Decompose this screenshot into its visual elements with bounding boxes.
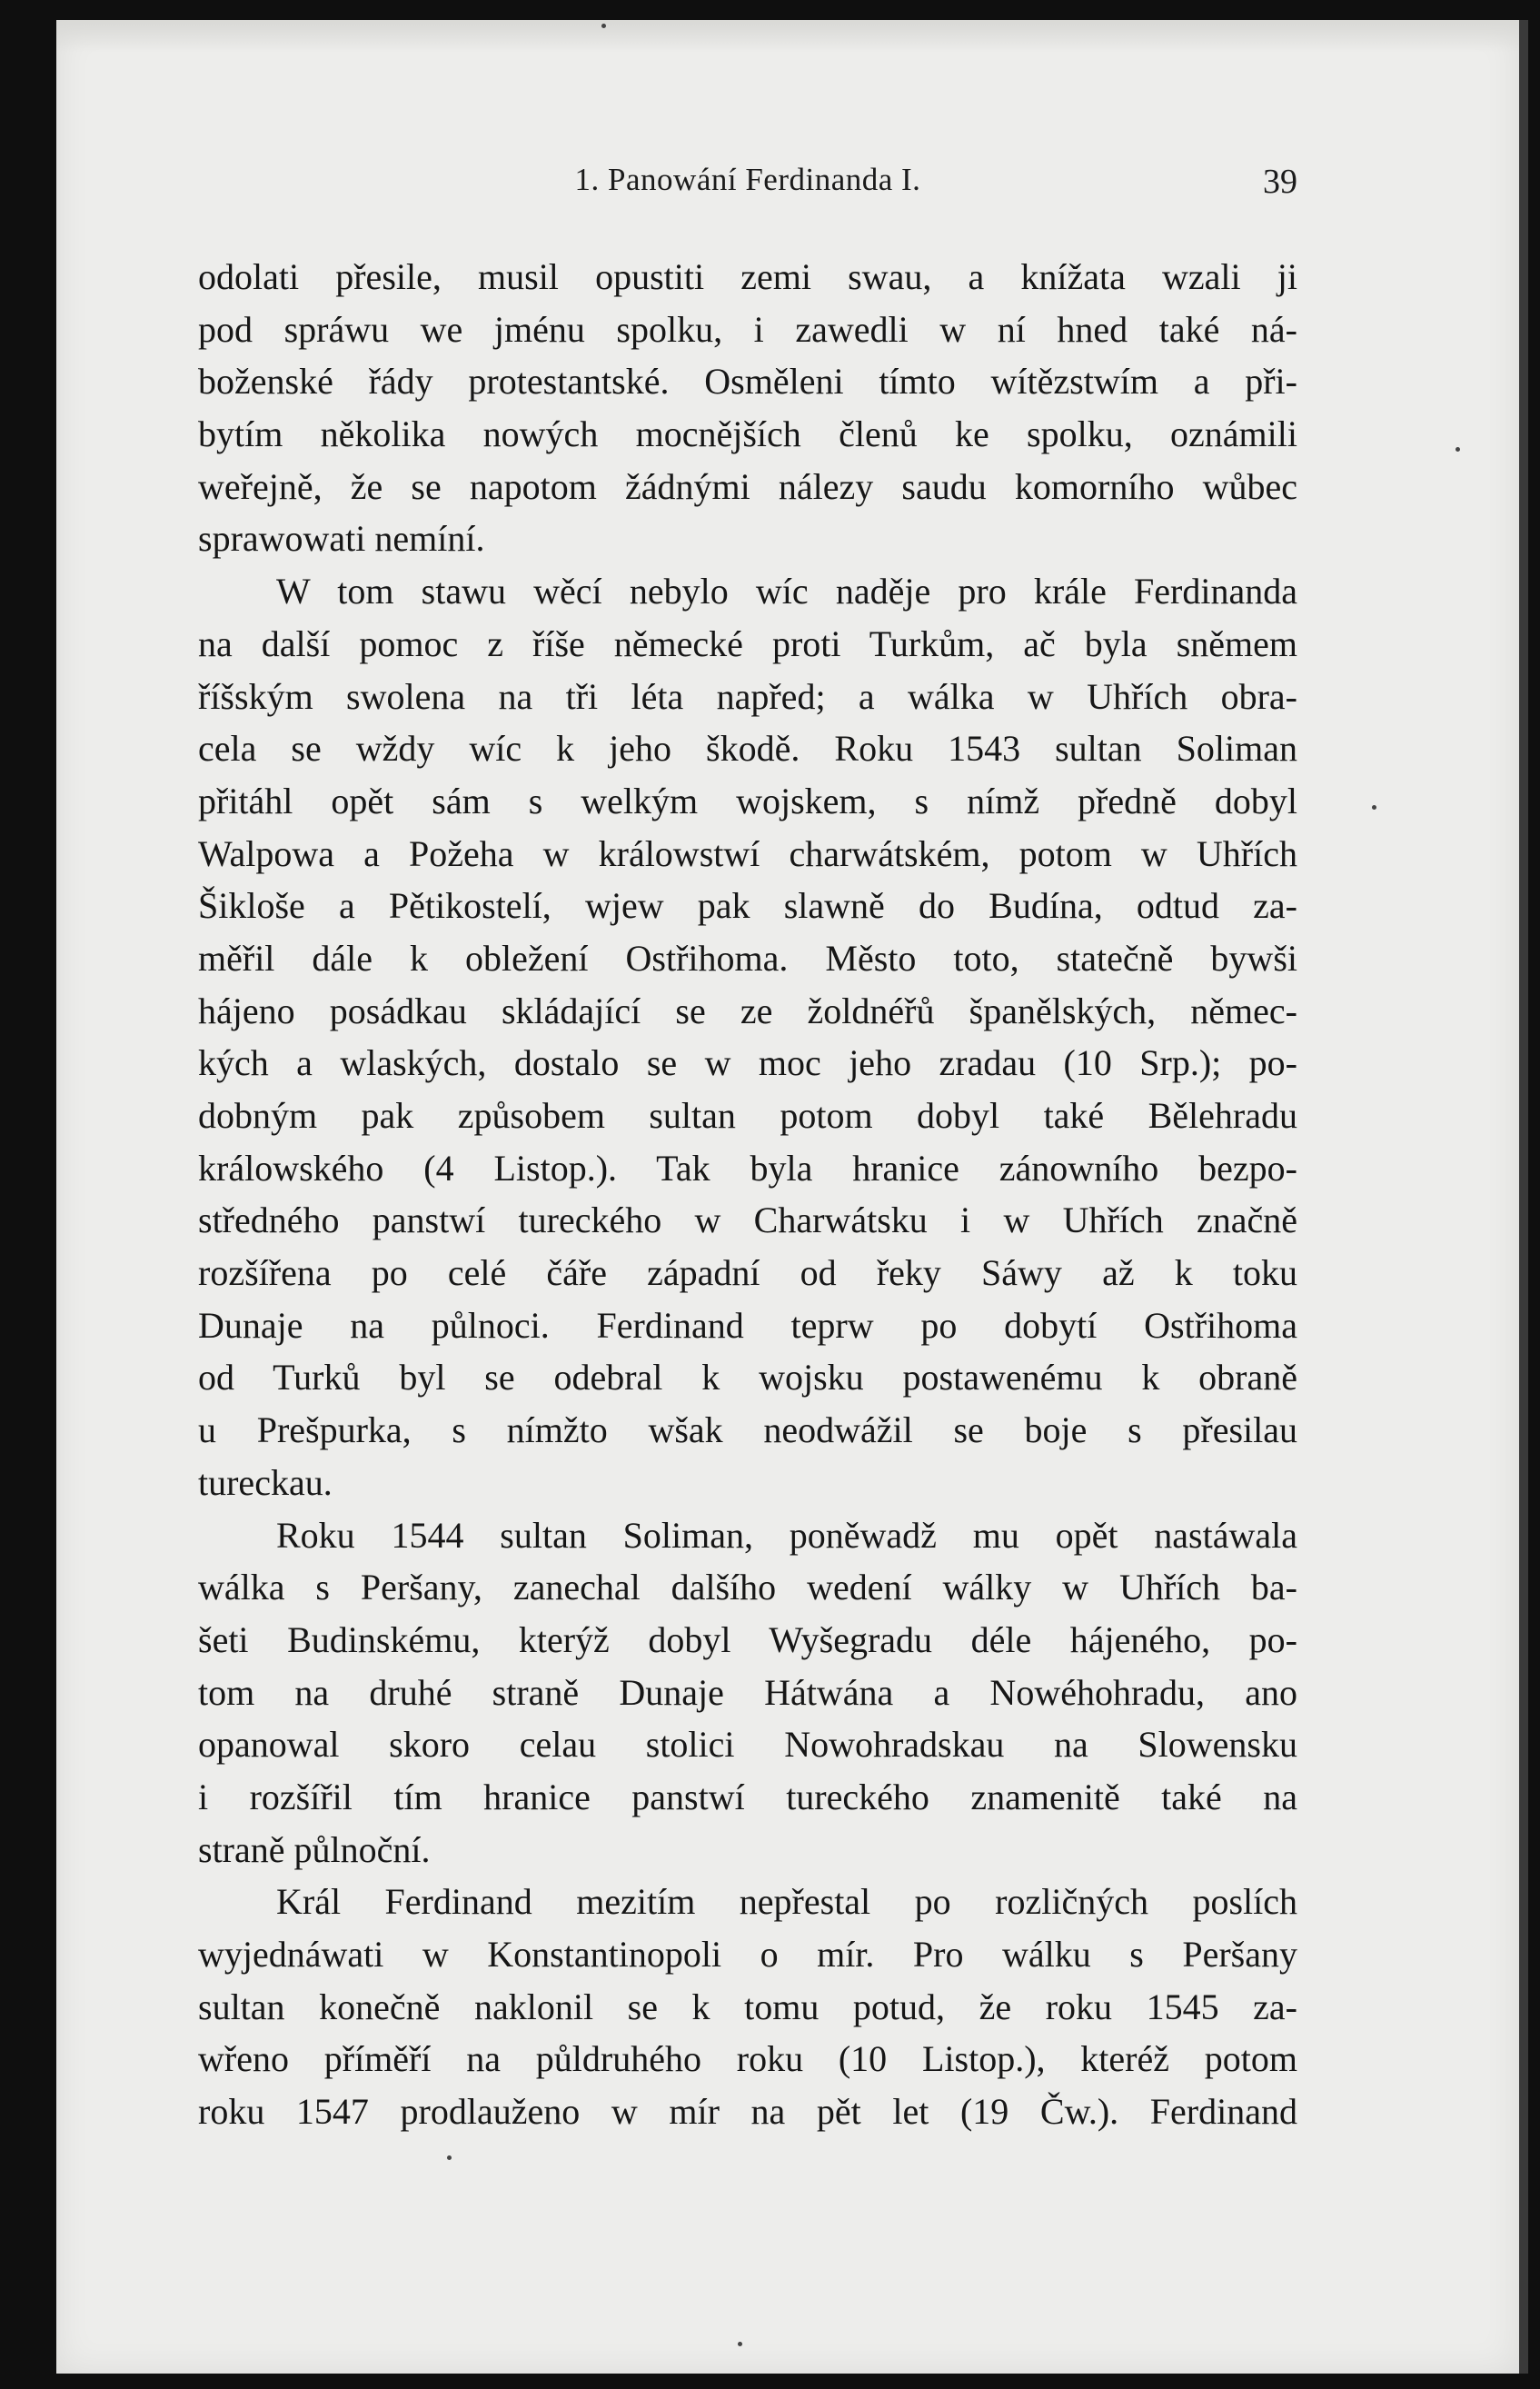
print-speck xyxy=(1372,805,1376,810)
text-line: Dunaje na půlnoci. Ferdinand teprw po dobytí Ostřihoma xyxy=(198,1304,1297,1346)
text-line: Šikloše a Pětikostelí, wjew pak slawně do Budína, odtud za- xyxy=(198,885,1297,927)
text-line: bytím několika nowých mocnějších členů ke spolku, oznámili xyxy=(198,413,1297,455)
text-line: Král Ferdinand mezitím nepřestal po rozličných poslích xyxy=(276,1881,1297,1923)
text-line: kých a wlaských, dostalo se w moc jeho zradau (10 Srp.); po- xyxy=(198,1042,1297,1084)
text-line: u Prešpurka, s nímžto wšak neodwážil se boje s přesilau xyxy=(198,1409,1297,1451)
text-line: přitáhl opět sám s welkým wojskem, s nímž předně dobyl xyxy=(198,780,1297,821)
text-line: weřejně, že se napotom žádnými nálezy saudu komorního wůbec xyxy=(198,465,1297,507)
text-line: středného panstwí tureckého w Charwátsku i w Uhřích značně xyxy=(198,1199,1297,1241)
text-line: pod spráwu we jménu spolku, i zawedli w ní hned také ná- xyxy=(198,308,1297,350)
text-line: rozšířena po celé čáře západní od řeky Sáwy až k toku xyxy=(198,1252,1297,1294)
text-line: sprawowati nemíní. xyxy=(198,518,485,560)
text-line: W tom stawu wěcí nebylo wíc naděje pro krále Ferdinanda xyxy=(276,571,1297,612)
text-line: tureckau. xyxy=(198,1461,333,1503)
text-line: cela se wždy wíc k jeho škodě. Roku 1543 sultan Soliman xyxy=(198,728,1297,770)
text-line: dobným pak způsobem sultan potom dobyl také Bělehradu xyxy=(198,1095,1297,1136)
text-line: od Turků byl se odebral k wojsku postawenému k obraně xyxy=(198,1357,1297,1399)
page-header xyxy=(198,162,1297,207)
text-line: Walpowa a Požeha w králowstwí charwátském, potom w Uhřích xyxy=(198,832,1297,874)
print-speck xyxy=(601,24,606,28)
print-speck xyxy=(1456,447,1460,452)
print-speck xyxy=(447,2155,452,2160)
text-line: říšským swolena na tři léta napřed; a wálka w Uhřích obra- xyxy=(198,675,1297,717)
text-line: wyjednáwati w Konstantinopoli o mír. Pro wálku s Peršany xyxy=(198,1934,1297,1975)
text-line: Roku 1544 sultan Soliman, poněwadž mu opět nastáwala xyxy=(276,1514,1297,1556)
text-line: straně půlnoční. xyxy=(198,1828,431,1870)
text-line: i rozšířil tím hranice panstwí tureckého znamenitě také na xyxy=(198,1776,1297,1817)
binding-edge xyxy=(1519,20,1528,2374)
text-line: odolati přesile, musil opustiti zemi swau, a knížata wzali ji xyxy=(198,256,1297,297)
print-speck xyxy=(738,2342,742,2346)
text-line: wálka s Peršany, zanechal dalšího wedení wálky w Uhřích ba- xyxy=(198,1567,1297,1608)
text-line: tom na druhé straně Dunaje Hátwána a Nowéhohradu, ano xyxy=(198,1671,1297,1713)
text-line: boženské řády protestantské. Osměleni tímto wítězstwím a při- xyxy=(198,361,1297,403)
page-number: 39 xyxy=(1263,163,1297,201)
text-line: wřeno příměří na půldruhého roku (10 Listop.), kteréž potom xyxy=(198,2038,1297,2080)
body-text xyxy=(198,251,1297,2138)
running-head: 1. Panowání Ferdinanda I. xyxy=(574,162,921,197)
text-line: měřil dále k obležení Ostřihoma. Město toto, statečně bywši xyxy=(198,937,1297,979)
text-line: na další pomoc z říše německé proti Turkům, ač byla sněmem xyxy=(198,622,1297,664)
text-line: roku 1547 prodlauženo w mír na pět let (19 Čw.). Ferdinand xyxy=(198,2091,1297,2133)
text-line: králowského (4 Listop.). Tak byla hranice zánowního bezpo- xyxy=(198,1147,1297,1189)
text-line: sultan konečně naklonil se k tomu potud, že roku 1545 za- xyxy=(198,1986,1297,2027)
text-line: šeti Budinskému, kterýž dobyl Wyšegradu déle hájeného, po- xyxy=(198,1618,1297,1660)
text-line: opanowal skoro celau stolici Nowohradskau na Slowensku xyxy=(198,1724,1297,1766)
text-line: hájeno posádkau skládající se ze žoldnéřů španělských, němec- xyxy=(198,990,1297,1031)
